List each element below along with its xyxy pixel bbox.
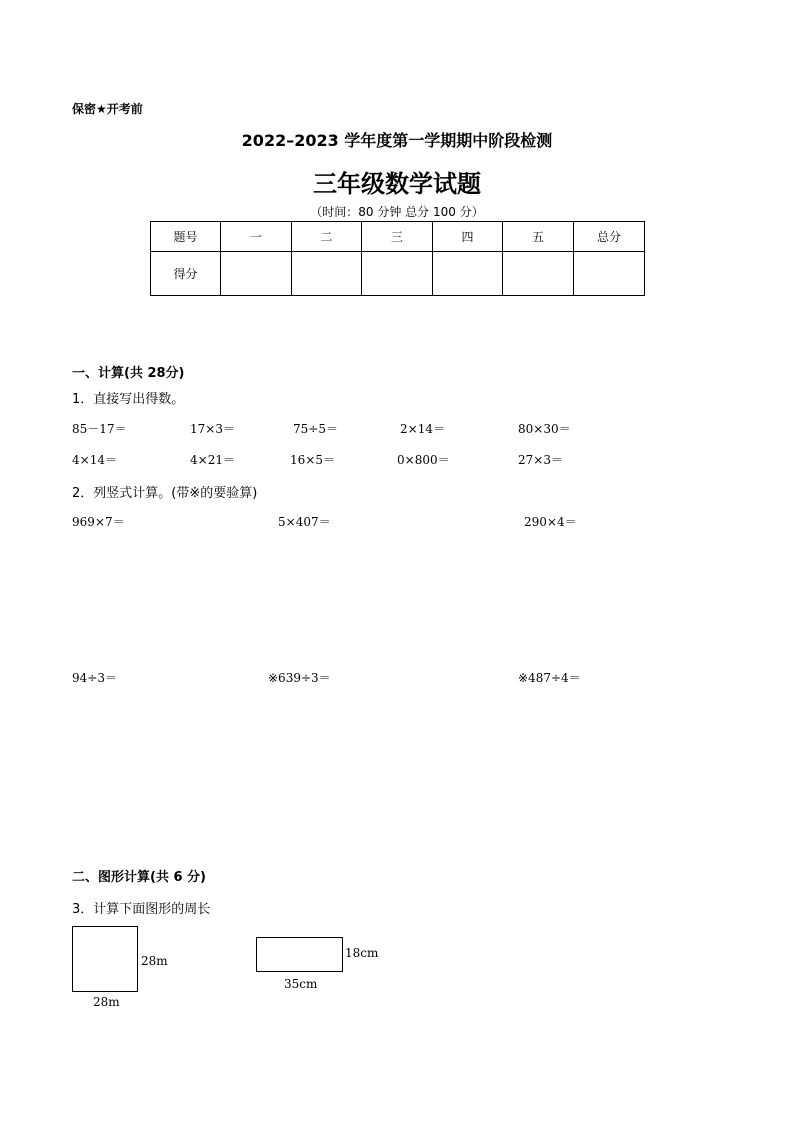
vertical-problem: 94÷3＝ (72, 671, 117, 685)
exam-title: 2022–2023 学年度第一学期期中阶段检测 (241, 131, 553, 150)
oral-problem: 2×14＝ (400, 422, 445, 436)
score-header-cell: 四 (433, 222, 503, 252)
score-table-header-row (151, 222, 645, 252)
score-label-cell: 得分 (151, 252, 221, 296)
score-input-cell (503, 252, 574, 296)
vertical-problem: 969×7＝ (72, 515, 125, 529)
score-header-cell: 三 (362, 222, 433, 252)
section-2-title: 二、图形计算(共 6 分) (72, 870, 206, 885)
confidential-label: 保密★开考前 (72, 102, 143, 116)
oral-problem: 85－17＝ (72, 422, 127, 436)
score-header-cell: 总分 (574, 222, 645, 252)
rectangle-height-label: 18cm (345, 946, 379, 960)
rectangle-shape (256, 937, 343, 972)
square-side-label: 28m (141, 954, 168, 968)
question-2-title: 2．列竖式计算。(带※的要验算) (72, 486, 258, 501)
exam-subtitle: 三年级数学试题 (313, 170, 481, 198)
score-input-cell (433, 252, 503, 296)
score-input-cell (221, 252, 292, 296)
vertical-problem: ※487÷4＝ (518, 671, 581, 685)
oral-problem: 27×3＝ (518, 453, 563, 467)
vertical-problem: ※639÷3＝ (268, 671, 331, 685)
oral-problem: 4×14＝ (72, 453, 117, 467)
oral-problem: 4×21＝ (190, 453, 235, 467)
oral-problem: 0×800＝ (397, 453, 450, 467)
oral-problem: 16×5＝ (290, 453, 335, 467)
score-header-cell: 一 (221, 222, 292, 252)
section-1-title: 一、计算(共 28分) (72, 366, 185, 381)
score-header-cell: 五 (503, 222, 574, 252)
exam-time-info: （时间：80 分钟 总分 100 分） (310, 205, 484, 219)
score-header-cell: 题号 (151, 222, 221, 252)
score-input-cell (292, 252, 362, 296)
score-input-cell (362, 252, 433, 296)
score-input-cell (574, 252, 645, 296)
square-shape (72, 926, 138, 992)
vertical-problem: 290×4＝ (524, 515, 577, 529)
score-table-score-row (151, 252, 645, 296)
oral-problem: 75÷5＝ (293, 422, 338, 436)
vertical-problem: 5×407＝ (278, 515, 331, 529)
score-table (150, 221, 645, 296)
rectangle-width-label: 35cm (284, 977, 318, 991)
question-3-title: 3．计算下面图形的周长 (72, 902, 211, 917)
question-1-title: 1．直接写出得数。 (72, 392, 185, 407)
oral-problem: 80×30＝ (518, 422, 571, 436)
oral-problem: 17×3＝ (190, 422, 235, 436)
square-bottom-label: 28m (93, 995, 120, 1009)
score-header-cell: 二 (292, 222, 362, 252)
